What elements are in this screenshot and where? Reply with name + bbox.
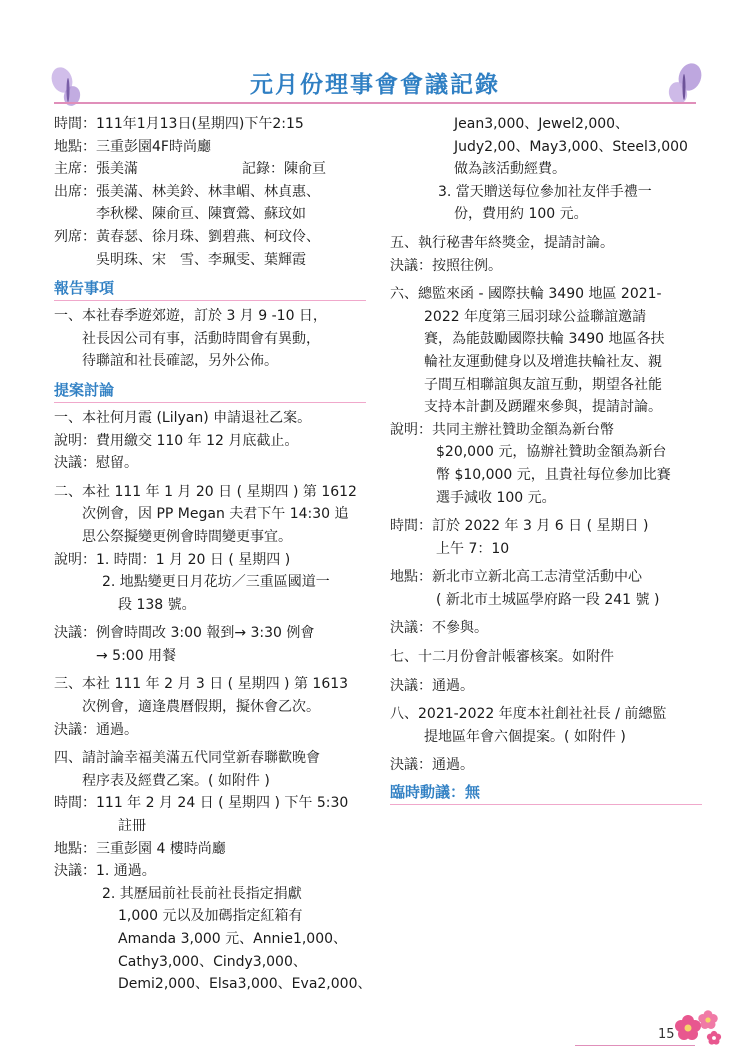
- report-item: 一、本社春季遊郊遊，訂於 3 月 9 -10 日，: [54, 308, 327, 325]
- proposal-4-cont: 程序表及經費乙案。( 如附件 ): [82, 772, 270, 789]
- chair: 主席：張美滿: [54, 161, 138, 178]
- proposal-3-resolution: 決議：通過。: [54, 721, 138, 738]
- proposal-2-note: 說明：1. 時間：1 月 20 日 ( 星期四 ): [54, 551, 291, 568]
- proposal-1-note: 說明：費用繳交 110 年 12 月底截止。: [54, 432, 299, 449]
- proposal-6-place: 地點：新北市立新北高工志清堂活動中心: [390, 569, 642, 586]
- page-title: 元月份理事會會議記錄: [250, 72, 500, 98]
- title-rule: [54, 102, 696, 104]
- proposal-2-note-cont: 段 138 號。: [118, 596, 196, 613]
- proposal-6-note: 說明：共同主辦社贊助金額為新台幣: [390, 421, 614, 438]
- proposal-6-note-cont: 選手減收 100 元。: [436, 489, 556, 506]
- observers: 列席：黃春瑟、徐月珠、劉碧燕、柯玟伶、: [54, 228, 320, 245]
- proposal-7: 七、十二月份會計帳審核案。如附件: [390, 649, 614, 666]
- proposal-8-cont: 提地區年會六個提案。( 如附件 ): [424, 728, 626, 745]
- proposal-1: 一、本社何月霞 (Lilyan) 申請退社乙案。: [54, 409, 312, 426]
- observers-cont: 吳明珠、宋 雪、李珮雯、葉輝霞: [96, 251, 306, 268]
- proposal-2-cont: 思公祭擬變更例會時間變更事宜。: [82, 528, 292, 545]
- left-column: [54, 113, 372, 996]
- proposal-4-place: 地點：三重彭園 4 樓時尚廳: [54, 840, 226, 857]
- proposal-4-resolution-cont: 2. 其歷屆前社長前社長指定捐獻: [102, 885, 302, 902]
- proposal-6-cont: 2022 年度第三屆羽球公益聯誼邀請: [424, 308, 647, 325]
- recorder: 記錄：陳俞亘: [242, 161, 326, 178]
- proposal-4-resolution-cont: 1,000 元以及加碼指定紅箱有: [118, 908, 303, 925]
- gift-note: 3. 當天贈送每位參加社友伴手禮一: [438, 183, 652, 200]
- section-extempore: 臨時動議：無: [390, 781, 702, 805]
- proposal-2-resolution: 決議：例會時間改 3:00 報到→ 3:30 例會: [54, 625, 315, 642]
- proposal-6-resolution: 決議：不參與。: [390, 620, 488, 637]
- donor-list: Jean3,000、Jewel2,000、: [454, 116, 630, 132]
- proposal-4-time: 時間：111 年 2 月 24 日 ( 星期四 ) 下午 5:30: [54, 795, 349, 812]
- proposal-8: 八、2021-2022 年度本社創社社長 / 前總監: [390, 706, 667, 723]
- proposal-8-resolution: 決議：通過。: [390, 757, 474, 774]
- proposal-4-time-cont: 註冊: [118, 818, 146, 835]
- chair-recorder: [54, 158, 366, 181]
- proposal-3: 三、本社 111 年 2 月 3 日 ( 星期四 ) 第 1613: [54, 676, 349, 693]
- attendees: 出席：張美滿、林美鈴、林聿嵋、林貞惠、: [54, 183, 320, 200]
- proposal-3-cont: 次例會，適逢農曆假期，擬休會乙次。: [82, 699, 320, 716]
- proposal-2-resolution-cont: → 5:00 用餐: [96, 647, 177, 664]
- proposal-6-cont: 賽，為能鼓勵國際扶輪 3490 地區各扶: [424, 331, 665, 348]
- section-report: 報告事項: [54, 277, 366, 301]
- flower-icon: [672, 1006, 724, 1046]
- meeting-place: 地點：三重彭園4F時尚廳: [54, 138, 211, 155]
- proposal-2-cont: 次例會，因 PP Megan 夫君下午 14:30 追: [82, 506, 349, 523]
- proposal-6: 六、總監來函 - 國際扶輪 3490 地區 2021-: [390, 286, 662, 303]
- proposal-6-place-cont: ( 新北市土城區學府路一段 241 號 ): [436, 591, 660, 608]
- proposal-4-resolution-cont: Demi2,000、Elsa3,000、Eva2,000、: [118, 976, 372, 993]
- proposal-5-resolution: 決議：按照往例。: [390, 257, 502, 274]
- proposal-6-cont: 支持本計劃及踴躍來參與，提請討論。: [424, 399, 662, 416]
- proposal-6-note-cont: 幣 $10,000 元，且貴社每位參加比賽: [436, 466, 671, 483]
- proposal-1-resolution: 決議：慰留。: [54, 455, 138, 472]
- report-item-cont: 待聯誼和社長確認，另外公佈。: [82, 353, 278, 370]
- report-item-cont: 社長因公司有事，活動時間會有異動，: [82, 330, 320, 347]
- section-proposals: 提案討論: [54, 379, 366, 403]
- right-column: [390, 113, 702, 809]
- proposal-4-resolution-cont: Cathy3,000、Cindy3,000、: [118, 953, 307, 970]
- page-number: 15: [658, 1027, 675, 1042]
- proposal-6-time-cont: 上午 7：10: [436, 540, 510, 557]
- proposal-4: 四、請討論幸福美滿五代同堂新春聯歡晚會: [54, 750, 320, 767]
- proposal-6-time: 時間：訂於 2022 年 3 月 6 日 ( 星期日 ): [390, 518, 649, 535]
- proposal-6-cont: 子間互相聯誼與友誼互動，期望各社能: [424, 376, 662, 393]
- meeting-time: 時間：111年1月13日(星期四)下午2:15: [54, 116, 304, 132]
- donor-list: 做為該活動經費。: [454, 161, 566, 178]
- proposal-4-resolution-cont: Amanda 3,000 元、Annie1,000、: [118, 931, 348, 947]
- attendees-cont: 李秋樑、陳俞亘、陳寶鶯、蘇玟如: [96, 206, 306, 223]
- donor-list: Judy2,00、May3,000、Steel3,000: [454, 138, 688, 155]
- proposal-2-note-cont: 2. 地點變更日月花坊／三重區國道一: [102, 574, 330, 591]
- proposal-6-note-cont: $20,000 元，協辦社贊助金額為新台: [436, 444, 667, 461]
- gift-note-cont: 份，費用約 100 元。: [454, 206, 588, 223]
- proposal-7-resolution: 決議：通過。: [390, 677, 474, 694]
- proposal-4-resolution: 決議：1. 通過。: [54, 863, 156, 880]
- proposal-6-cont: 輪社友運動健身以及增進扶輪社友、親: [424, 353, 662, 370]
- proposal-2: 二、本社 111 年 1 月 20 日 ( 星期四 ) 第 1612: [54, 483, 357, 500]
- proposal-5: 五、執行秘書年終獎金，提請討論。: [390, 234, 614, 251]
